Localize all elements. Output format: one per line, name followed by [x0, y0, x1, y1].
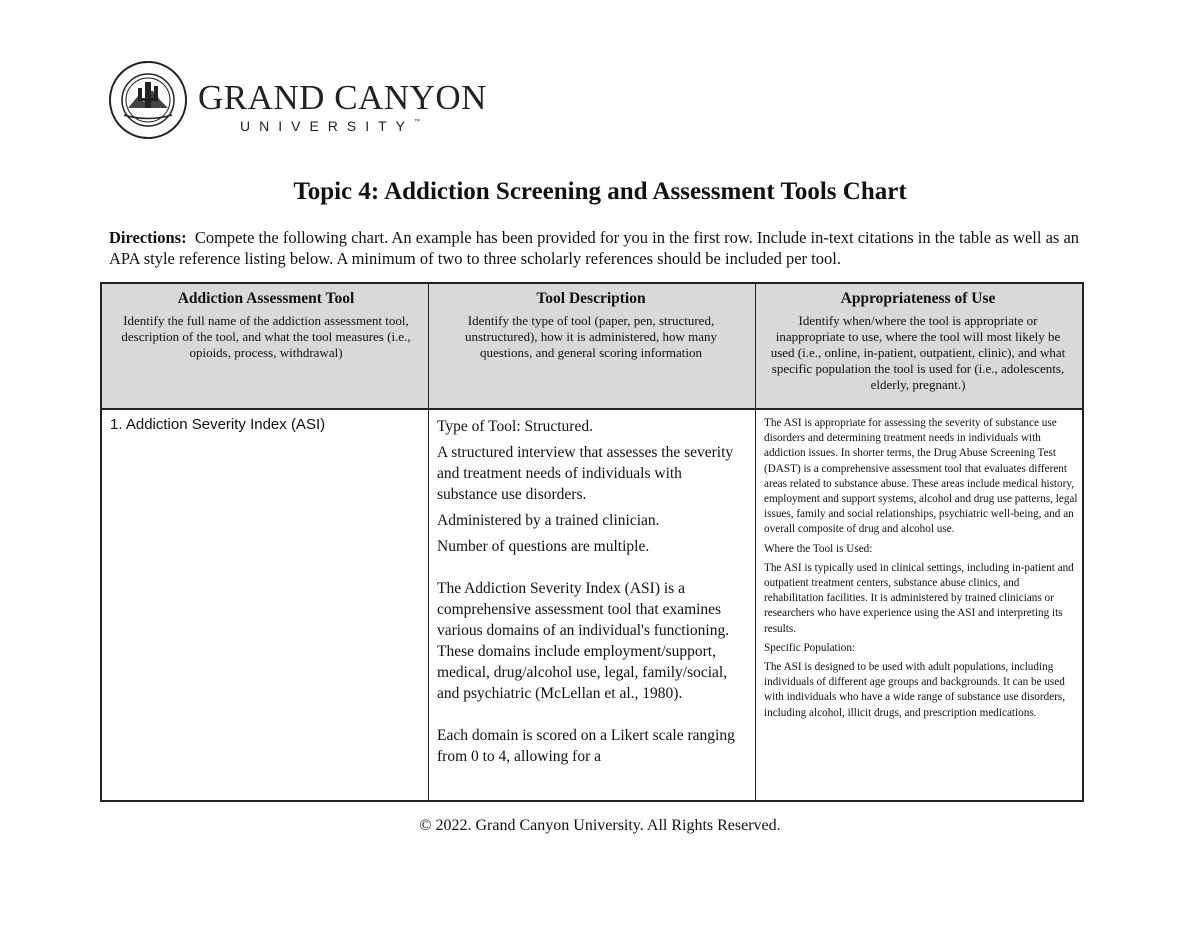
header-title: Tool Description — [536, 290, 646, 307]
header-title: Addiction Assessment Tool — [177, 290, 355, 307]
directions-text: Compete the following chart. An example has been provided for you in the first row. Include in-text citations in the table as well as an APA style reference listing below. A minimum of two to three scholarly references should be included per tool. — [109, 228, 1080, 268]
assessment-chart-table — [100, 282, 1084, 802]
description-paragraph: Number of questions are multiple. — [437, 538, 650, 555]
header-title: Appropriateness of Use — [840, 290, 996, 307]
header-description: Identify the type of tool (paper, pen, structured, unstructured), how it is administered, how many questions, and general scoring information — [464, 313, 717, 360]
appropriateness-subheading: Specific Population: — [764, 641, 856, 654]
university-seal-icon — [108, 60, 188, 140]
header-cell-appropriateness — [768, 290, 1068, 393]
university-logo — [108, 60, 488, 140]
column-divider — [428, 284, 429, 800]
description-paragraph: Each domain is scored on a Likert scale ranging from 0 to 4, allowing for a — [437, 727, 735, 765]
appropriateness-subheading: Where the Tool is Used: — [764, 542, 873, 555]
header-cell-tool — [112, 290, 420, 361]
logo-name: GRAND CANYON — [198, 78, 487, 117]
logo-subname: UNIVERSITY™ — [240, 118, 421, 134]
tool-name: 1. Addiction Severity Index (ASI) — [110, 416, 326, 433]
column-divider — [755, 284, 756, 800]
description-paragraph: A structured interview that assesses the severity and treatment needs of individuals with substance use disorders. — [437, 444, 734, 503]
appropriateness-paragraph: The ASI is typically used in clinical settings, including in-patient and outpatient treatment centers, substance abuse clinics, and rehabilitation facilities. It is administered by trained clinicians or researchers who have experience using the ASI and interpreting its results. — [764, 561, 1074, 635]
directions-label: Directions: — [109, 228, 187, 247]
cell-tool-description — [437, 416, 742, 800]
appropriateness-paragraph: The ASI is appropriate for assessing the severity of substance use disorders and determining treatment needs in individuals with addiction issues. In shorter terms, the Drug Abuse Screening Test (DAST) is a comprehensive assessment tool that evaluates different areas related to substance abuse. These areas include medical history, employment and support systems, alcohol and drug use patterns, legal issues, family and social relationships, psychiatric well-being, and an overall composite of drug and alcohol use. — [764, 417, 1078, 536]
header-description: Identify the full name of the addiction assessment tool, description of the tool, and what the tool measures (i.e., opioids, process, withdrawal) — [121, 313, 411, 360]
copyright-footer: © 2022. Grand Canyon University. All Rights Reserved. — [419, 817, 781, 834]
directions — [109, 227, 1094, 269]
description-paragraph: Type of Tool: Structured. — [437, 418, 593, 435]
description-paragraph: The Addiction Severity Index (ASI) is a comprehensive assessment tool that examines various domains of an individual's functioning. These domains include employment/support, medical, drug/alcohol use, legal, family/social, and psychiatric (McLellan et al., 1980). — [437, 580, 730, 702]
description-paragraph: Administered by a trained clinician. — [437, 512, 660, 529]
header-cell-description — [440, 290, 742, 361]
header-description: Identify when/where the tool is appropriate or inappropriate to use, where the tool will most likely be used (i.e., online, in-patient, outpatient, clinic), and what specific population the tool is used for (i.e., adolescents, elderly, pregnant.) — [770, 313, 1066, 392]
appropriateness-paragraph: The ASI is designed to be used with adult populations, including individuals of different age groups and backgrounds. It can be used with individuals who have a wide range of substance use disorders, including alcohol, illicit drugs, and prescription medications. — [764, 661, 1066, 719]
page-title: Topic 4: Addiction Screening and Assessment Tools Chart — [293, 178, 907, 205]
cell-tool-name — [110, 416, 422, 433]
cell-appropriateness — [764, 416, 1078, 800]
